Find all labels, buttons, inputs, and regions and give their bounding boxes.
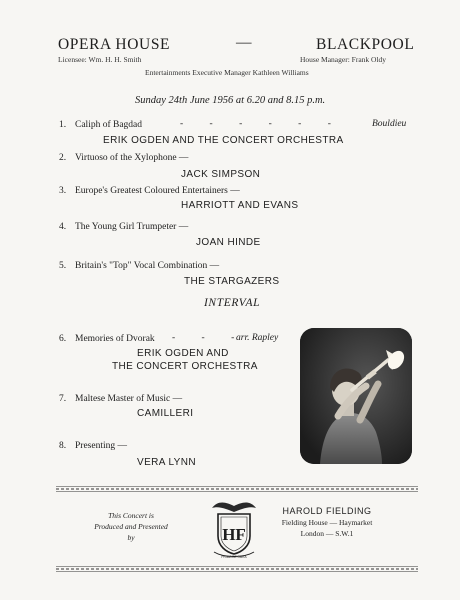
item-dashes: - - -: [172, 333, 247, 343]
crest-motto: PRIMA DE OBRA: [221, 555, 247, 559]
performer-name: ERIK OGDEN AND: [137, 348, 229, 359]
item-title: Caliph of Bagdad: [75, 120, 143, 130]
item-title: Presenting —: [75, 441, 127, 451]
licensee-text: Licensee: Wm. H. H. Smith: [58, 55, 142, 64]
composer-note: Bouldieu: [372, 119, 407, 129]
town-title: BLACKPOOL: [316, 36, 415, 53]
crest-letters: HF: [222, 525, 246, 544]
trumpeter-photo: [300, 328, 412, 464]
item-title: Maltese Master of Music —: [75, 394, 183, 404]
producer-address-line2: London — S.W.1: [300, 529, 354, 538]
producer-address-line1: Fielding House — Haymarket: [281, 518, 373, 527]
item-title: Britain's "Top" Vocal Combination —: [75, 261, 220, 271]
item-number: 1.: [59, 120, 67, 130]
item-title: Memories of Dvorak: [75, 334, 155, 344]
footer-left-line1: This Concert is: [108, 511, 154, 520]
producer-name: HAROLD FIELDING: [282, 506, 372, 516]
performer-name: VERA LYNN: [137, 457, 196, 468]
arranger-note: arr. Rapley: [236, 333, 279, 343]
date-line: Sunday 24th June 1956 at 6.20 and 8.15 p.m.: [135, 95, 326, 106]
performer-name: JOAN HINDE: [196, 237, 261, 248]
item-dashes: - - - - - -: [180, 119, 343, 129]
footer-left-line3: by: [127, 533, 135, 542]
footer-right-text: [272, 506, 382, 539]
footer-left-line2: Produced and Presented: [94, 522, 168, 531]
interval-label: INTERVAL: [204, 297, 261, 309]
item-number: 6.: [59, 334, 67, 344]
entertainments-text: Entertainments Executive Manager Kathleen Williams: [145, 68, 309, 77]
item-number: 4.: [59, 222, 67, 232]
item-number: 8.: [59, 441, 67, 451]
ornamental-border-bottom: [56, 566, 418, 572]
footer-left-text: [86, 510, 176, 543]
trumpeter-illustration: [300, 328, 412, 464]
performer-name: HARRIOTT AND EVANS: [181, 200, 299, 211]
item-number: 3.: [59, 186, 67, 196]
venue-title: OPERA HOUSE: [58, 36, 171, 53]
house-manager-text: House Manager: Frank Oldy: [300, 55, 387, 64]
item-title: Virtuoso of the Xylophone —: [75, 153, 189, 163]
hf-crest-logo: [204, 496, 264, 560]
item-number: 5.: [59, 261, 67, 271]
item-number: 7.: [59, 394, 67, 404]
performer-name: THE STARGAZERS: [184, 276, 280, 287]
performer-name: ERIK OGDEN AND THE CONCERT ORCHESTRA: [103, 135, 344, 146]
header-dash: —: [236, 34, 253, 51]
performer-name: JACK SIMPSON: [181, 169, 261, 180]
item-title: The Young Girl Trumpeter —: [75, 222, 189, 232]
item-title: Europe's Greatest Coloured Entertainers —: [75, 186, 240, 196]
item-number: 2.: [59, 153, 67, 163]
performer-name-line2: THE CONCERT ORCHESTRA: [112, 361, 258, 372]
performer-name: CAMILLERI: [137, 408, 194, 419]
ornamental-border-top: [56, 486, 418, 492]
crest-icon: [204, 496, 264, 560]
